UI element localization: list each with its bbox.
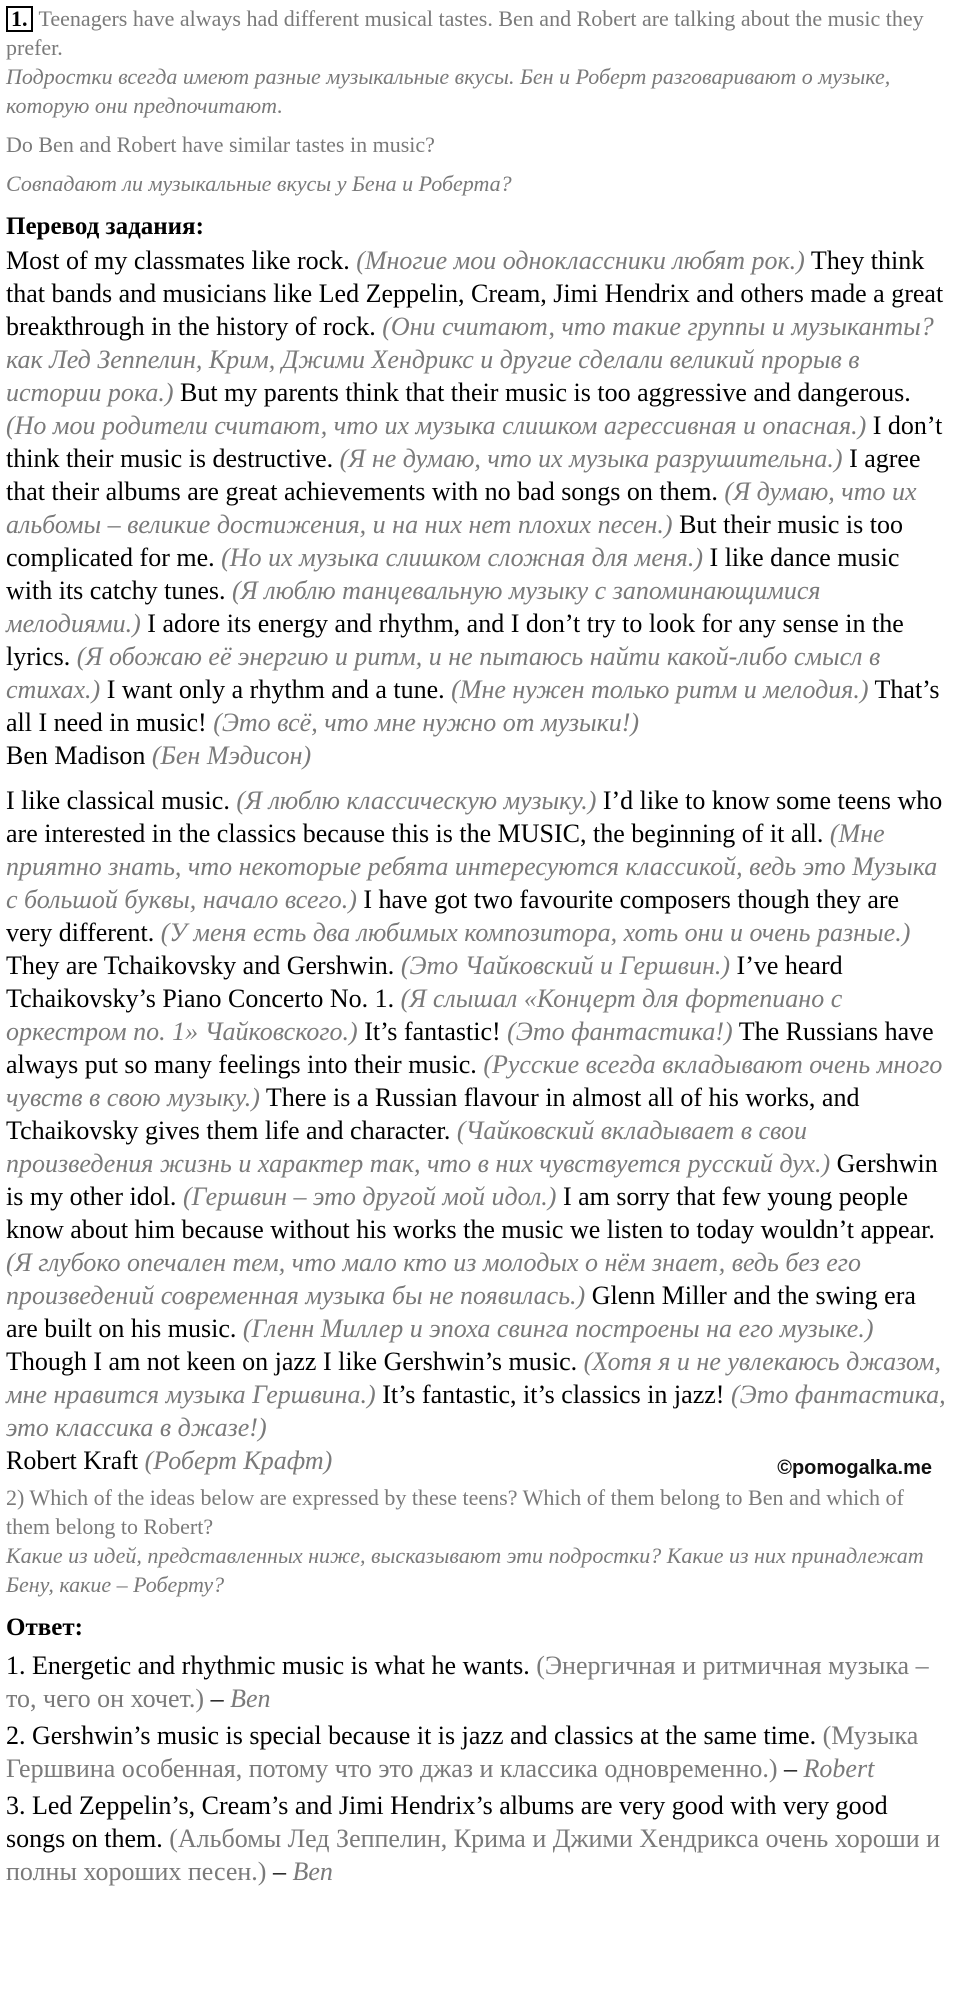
ben-ru-5: (Но их музыка слишком сложная для меня.) xyxy=(221,543,704,572)
robert-en-4: I’ve heard Tchaikovsky’s Piano Concerto No. 1. xyxy=(6,951,843,1013)
ben-en-0: Most of my classmates like rock. xyxy=(6,246,350,275)
answer-who: Robert xyxy=(803,1754,875,1783)
robert-en-6: The Russians have always put so many feelings into their music. xyxy=(6,1017,934,1079)
answer-ru: (Альбомы Лед Зеппелин, Крима и Джими Хендрикса очень хороши и полны хороших песен.) xyxy=(6,1824,941,1886)
ben-ru-2: (Но мои родители считают, что их музыка слишком агрессивная и опасная.) xyxy=(6,411,867,440)
watermark: ©pomogalka.me xyxy=(777,1457,932,1479)
robert-ru-7: (Чайковский вкладывает в свои произведения жизнь и характер так, что в них чувствуется русский дух.) xyxy=(6,1116,831,1178)
robert-ru-6: (Русские всегда вкладывают очень много чувств в свою музыку.) xyxy=(6,1050,943,1112)
answer-who: Ben xyxy=(292,1857,333,1886)
ben-ru-7: (Я обожаю её энергию и ритм, и не пытаюсь найти какой-либо смысл в стихах.) xyxy=(6,642,881,704)
answer-ru: (Энергичная и ритмичная музыка – то, чего он хочет.) xyxy=(6,1651,929,1713)
ben-en-6: I like dance music with its catchy tunes. xyxy=(6,543,900,605)
answer-list xyxy=(6,1649,950,1888)
answer-who: Ben xyxy=(230,1684,271,1713)
robert-ru-4: (Я слышал «Концерт для фортепиано с оркестром по. 1» Чайковского.) xyxy=(6,984,843,1046)
robert-ru-12: (Это фантастика, это классика в джазе!) xyxy=(6,1380,946,1442)
task-number: 1. xyxy=(6,6,33,32)
ben-en-2: But my parents think that their music is too aggressive and dangerous. xyxy=(180,378,911,407)
ben-ru-3: (Я не думаю, что их музыка разрушительна.) xyxy=(339,444,843,473)
ben-ru-1: (Они считают, что такие группы и музыканты? как Лед Зеппелин, Крим, Джими Хендрикс и другие сделали великий прорыв в истории рока.) xyxy=(6,312,934,407)
robert-ru-8: (Гершвин – это другой мой идол.) xyxy=(182,1182,557,1211)
robert-en-2: I have got two favourite composers though they are very different. xyxy=(6,885,900,947)
robert-en-9: I am sorry that few young people know about him because without his works the music we listen to today wouldn’t appear. xyxy=(6,1182,935,1244)
answer-dash: – xyxy=(272,1857,286,1886)
answer-item xyxy=(6,1649,950,1715)
task-intro xyxy=(6,4,950,62)
robert-ru-11: (Хотя я и не увлекаюсь джазом, мне нравится музыка Гершвина.) xyxy=(6,1347,941,1409)
answer-dash: – xyxy=(784,1754,798,1783)
ben-en-3: I don’t think their music is destructive. xyxy=(6,411,943,473)
robert-en-5: It’s fantastic! xyxy=(364,1017,501,1046)
ben-ru-4: (Я думаю, что их альбомы – великие достижения, и на них нет плохих песен.) xyxy=(6,477,917,539)
robert-en-1: I’d like to know some teens who are interested in the classics because this is the MUSIC, the beginning of it all. xyxy=(6,786,943,848)
robert-ru-10: (Гленн Миллер и эпоха свинга построены на его музыке.) xyxy=(242,1314,874,1343)
robert-ru-3: (Это Чайковский и Гершвин.) xyxy=(400,951,731,980)
ben-en-5: But their music is too complicated for me. xyxy=(6,510,903,572)
answer-en: 1. Energetic and rhythmic music is what he wants. xyxy=(6,1651,530,1680)
robert-ru-5: (Это фантастика!) xyxy=(507,1017,733,1046)
robert-ru-1: (Мне приятно знать, что некоторые ребята интересуются классикой, ведь это Музыка с большой буквы, начало всего.) xyxy=(6,819,938,914)
robert-signature xyxy=(6,1444,950,1477)
ben-en-8: I want only a rhythm and a tune. xyxy=(106,675,445,704)
answer-ru: (Музыка Гершвина особенная, потому что это джаз и классика одновременно.) xyxy=(6,1721,919,1783)
ben-en-7: I adore its energy and rhythm, and I don’t try to look for any sense in the lyrics. xyxy=(6,609,904,671)
robert-ru-2: (У меня есть два любимых композитора, хоть они и очень разные.) xyxy=(160,918,911,947)
answer-dash: – xyxy=(210,1684,224,1713)
robert-signature-en: Robert Kraft xyxy=(6,1446,139,1475)
task-question-en: Do Ben and Robert have similar tastes in music? xyxy=(6,132,435,157)
answer-item xyxy=(6,1719,950,1785)
ben-ru-0: (Многие мои одноклассники любят рок.) xyxy=(356,246,805,275)
ben-en-4: I agree that their albums are great achievements with no bad songs on them. xyxy=(6,444,921,506)
task-intro-ru: Подростки всегда имеют разные музыкальные вкусы. Бен и Роберт разговаривают о музыке, которую они предпочитают. xyxy=(6,64,891,118)
task-intro-en: Teenagers have always had different musical tastes. Ben and Robert are talking about the music they prefer. xyxy=(6,6,924,60)
robert-en-3: They are Tchaikovsky and Gershwin. xyxy=(6,951,395,980)
ben-paragraph xyxy=(6,244,950,772)
robert-en-10: Glenn Miller and the swing era are built on his music. xyxy=(6,1281,916,1343)
robert-ru-9: (Я глубоко опечален тем, что мало кто из молодых о нём знает, ведь без его произведений современная музыка бы не появилась.) xyxy=(6,1248,861,1310)
answer-en: 2. Gershwin’s music is special because it is jazz and classics at the same time. xyxy=(6,1721,817,1750)
translation-title: Перевод задания: xyxy=(6,213,204,240)
question2-en: 2) Which of the ideas below are expressed by these teens? Which of them belong to Ben and which of them belong to Robert? xyxy=(6,1485,904,1539)
ben-ru-8: (Мне нужен только ритм и мелодия.) xyxy=(451,675,869,704)
ben-signature-ru: (Бен Мэдисон) xyxy=(151,741,312,770)
answer-item xyxy=(6,1789,950,1888)
ben-signature xyxy=(6,739,950,772)
question2-ru: Какие из идей, представленных ниже, высказывают эти подростки? Какие из них принадлежат Бену, какие – Роберту? xyxy=(6,1543,924,1597)
task-question-ru: Совпадают ли музыкальные вкусы у Бена и Роберта? xyxy=(6,171,512,196)
robert-ru-0: (Я люблю классическую музыку.) xyxy=(236,786,597,815)
robert-en-7: There is a Russian flavour in almost all of his works, and Tchaikovsky gives them life and character. xyxy=(6,1083,860,1145)
robert-en-11: Though I am not keen on jazz I like Gershwin’s music. xyxy=(6,1347,578,1376)
ben-signature-en: Ben Madison xyxy=(6,741,146,770)
robert-signature-ru: (Роберт Крафт) xyxy=(144,1446,333,1475)
robert-en-12: It’s fantastic, it’s classics in jazz! xyxy=(382,1380,725,1409)
robert-en-0: I like classical music. xyxy=(6,786,230,815)
robert-en-8: Gershwin is my other idol. xyxy=(6,1149,938,1211)
ben-en-1: They think that bands and musicians like Led Zeppelin, Cream, Jimi Hendrix and others made a great breakthrough in the history of rock. xyxy=(6,246,944,341)
robert-paragraph xyxy=(6,784,950,1477)
answer-title: Ответ: xyxy=(6,1614,83,1641)
answer-en: 3. Led Zeppelin’s, Cream’s and Jimi Hendrix’s albums are very good with very good songs on them. xyxy=(6,1791,888,1853)
ben-ru-9: (Это всё, что мне нужно от музыки!) xyxy=(213,708,640,737)
ben-en-9: That’s all I need in music! xyxy=(6,675,940,737)
ben-ru-6: (Я люблю танцевальную музыку с запоминающимися мелодиями.) xyxy=(6,576,821,638)
